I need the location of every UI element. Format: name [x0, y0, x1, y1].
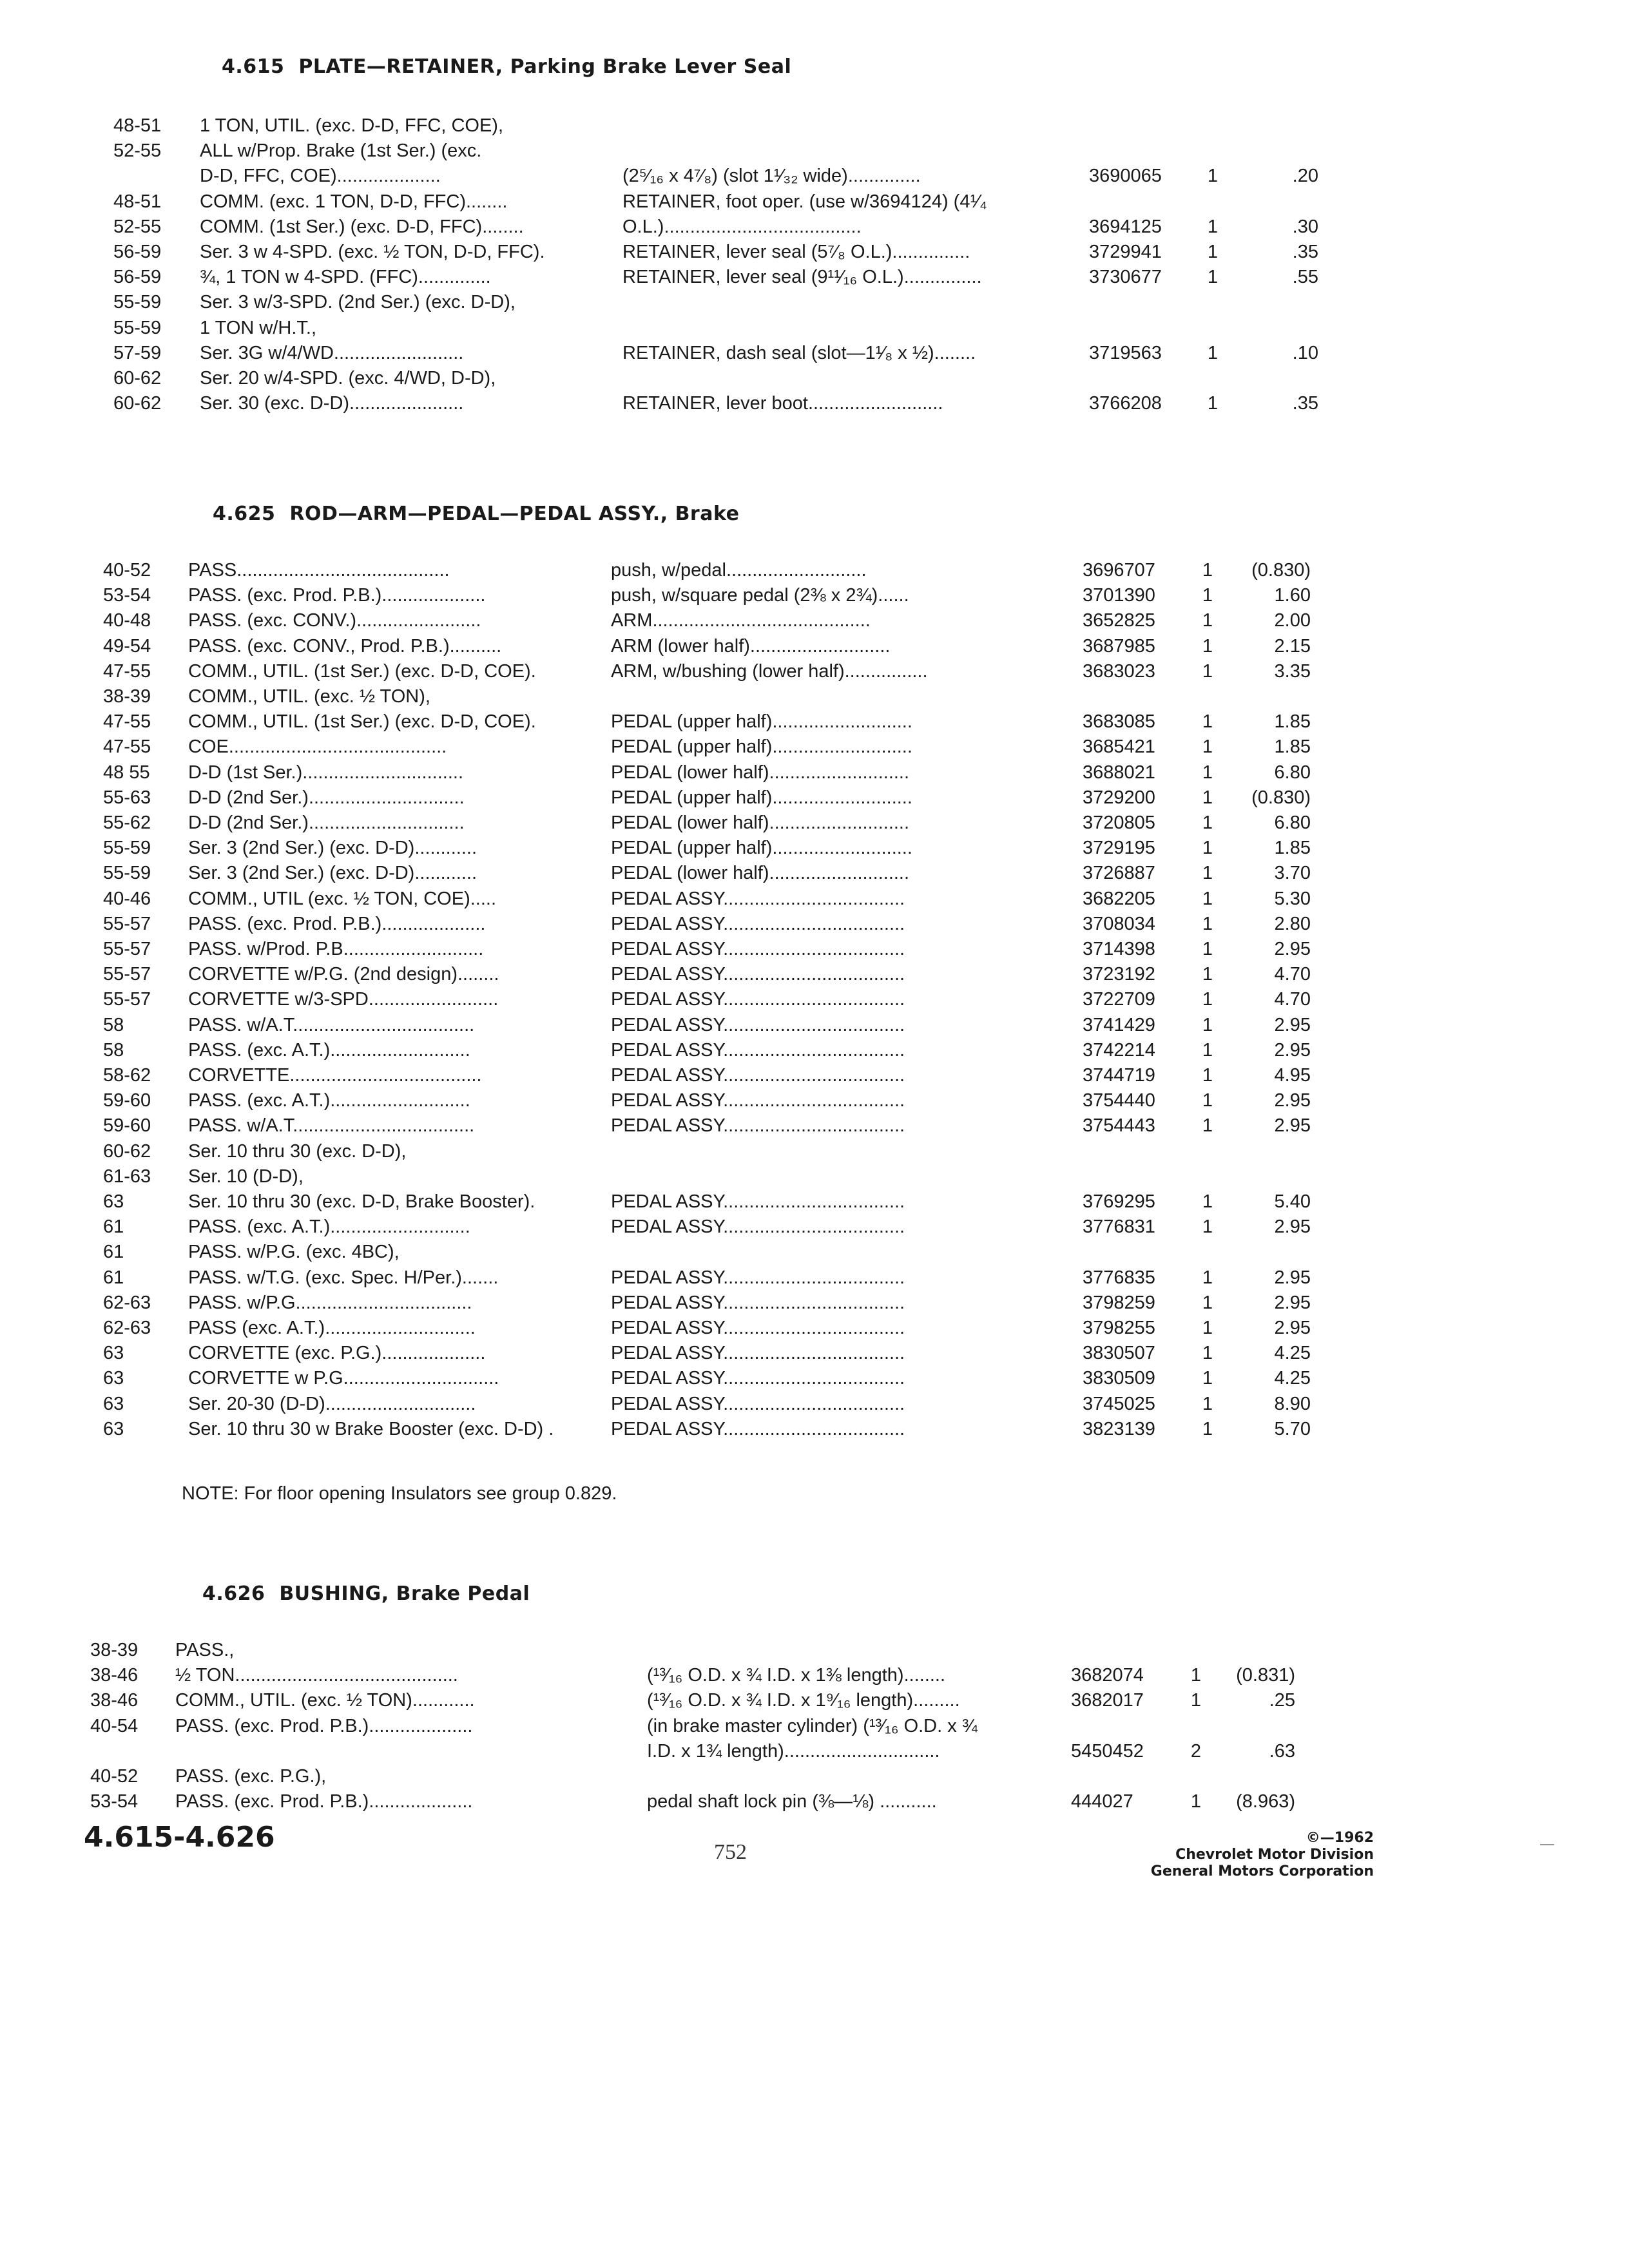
part-description: PEDAL ASSY...................................	[611, 1318, 905, 1338]
price: 6.80	[1274, 762, 1311, 783]
model-application: CORVETTE (exc. P.G.)....................	[188, 1343, 486, 1364]
model-application: COMM., UTIL. (1st Ser.) (exc. D-D, COE).	[188, 711, 536, 733]
section-number: 4.615	[222, 55, 285, 78]
price: 3.70	[1274, 863, 1311, 884]
part-description: (¹³⁄₁₆ O.D. x ¾ I.D. x 1⅜ length)........	[647, 1665, 946, 1686]
price: (0.831)	[1236, 1665, 1295, 1686]
part-description: PEDAL ASSY...................................	[611, 1368, 905, 1389]
year-range: 55-57	[103, 989, 151, 1010]
part-number: 3729941	[1089, 242, 1162, 262]
price: 1.60	[1274, 585, 1311, 606]
model-application: PASS. (exc. CONV., Prod. P.B.)..........	[188, 635, 502, 657]
part-number: 3685421	[1083, 736, 1155, 758]
price: .10	[1292, 342, 1318, 363]
year-range: 52-55	[113, 140, 162, 162]
model-application: Ser. 30 (exc. D-D)......................	[200, 393, 464, 414]
part-description: PEDAL ASSY...................................	[611, 1343, 905, 1364]
part-number: 3694125	[1089, 216, 1162, 237]
model-application: 1 TON w/H.T.,	[200, 317, 317, 338]
part-description: PEDAL ASSY...................................	[611, 1014, 905, 1035]
part-number: 3683085	[1083, 711, 1155, 733]
model-application: PASS. w/P.G. (exc. 4BC),	[188, 1242, 400, 1263]
section-subheading: Parking Brake Lever Seal	[510, 55, 792, 78]
year-range: 48-51	[113, 191, 162, 212]
part-number: 3798255	[1083, 1318, 1155, 1338]
part-description: PEDAL ASSY...................................	[611, 964, 905, 985]
quantity: 2	[1190, 1740, 1202, 1762]
year-range: 40-52	[90, 1766, 139, 1787]
part-description: I.D. x 1¾ length)..............................	[647, 1740, 940, 1762]
part-number: 3745025	[1083, 1393, 1155, 1414]
quantity: 1	[1202, 560, 1213, 581]
part-number: 3682074	[1071, 1665, 1144, 1686]
part-number: 5450452	[1071, 1740, 1144, 1762]
section-title	[202, 1582, 530, 1605]
year-range: 38-39	[103, 686, 151, 707]
quantity: 1	[1202, 1090, 1213, 1111]
part-description: PEDAL (upper half)...........................	[611, 711, 912, 733]
quantity: 1	[1207, 216, 1219, 237]
year-range: 60-62	[103, 1140, 151, 1162]
part-description: PEDAL (lower half)...........................	[611, 812, 910, 833]
price: 3.35	[1274, 660, 1311, 682]
part-description: push, w/pedal...........................	[611, 560, 867, 581]
model-application: 1 TON, UTIL. (exc. D-D, FFC, COE),	[200, 115, 504, 136]
part-number: 3776835	[1083, 1267, 1155, 1288]
year-range: 63	[103, 1343, 124, 1364]
price: (8.963)	[1236, 1791, 1295, 1812]
price: 5.70	[1274, 1418, 1311, 1439]
part-number: 3766208	[1089, 393, 1162, 414]
part-number: 3652825	[1083, 610, 1155, 631]
part-number: 3701390	[1083, 585, 1155, 606]
price: .35	[1292, 242, 1318, 262]
model-application: COMM., UTIL. (1st Ser.) (exc. D-D, COE).	[188, 660, 536, 682]
year-range: 40-46	[103, 888, 151, 909]
page-range: 4.615-4.626	[84, 1821, 275, 1854]
quantity: 1	[1202, 1014, 1213, 1035]
model-application: PASS. (exc. CONV.)........................	[188, 610, 481, 631]
quantity: 1	[1202, 1368, 1213, 1389]
part-number: 3708034	[1083, 913, 1155, 934]
quantity: 1	[1202, 888, 1213, 909]
part-number: 3744719	[1083, 1065, 1155, 1086]
model-application: PASS. w/T.G. (exc. Spec. H/Per.).......	[188, 1267, 499, 1288]
part-number: 3722709	[1083, 989, 1155, 1010]
model-application: CORVETTE w/P.G. (2nd design)........	[188, 964, 499, 985]
price: 2.80	[1274, 913, 1311, 934]
price: 2.95	[1274, 1267, 1311, 1288]
part-number: 3742214	[1083, 1039, 1155, 1061]
model-application: Ser. 3G w/4/WD.........................	[200, 342, 464, 363]
part-number: 3687985	[1083, 635, 1155, 657]
price: 2.00	[1274, 610, 1311, 631]
part-description: PEDAL ASSY...................................	[611, 913, 905, 934]
price: 4.70	[1274, 964, 1311, 985]
year-range: 55-57	[103, 964, 151, 985]
price: 5.40	[1274, 1191, 1311, 1212]
part-description: PEDAL (upper half)...........................	[611, 736, 912, 758]
year-range: 55-59	[113, 317, 162, 338]
part-number: 3769295	[1083, 1191, 1155, 1212]
part-description: RETAINER, lever seal (5⁷⁄₈ O.L.)...............	[622, 242, 970, 262]
year-range: 63	[103, 1418, 124, 1439]
price: 8.90	[1274, 1393, 1311, 1414]
part-number: 444027	[1071, 1791, 1133, 1812]
section-title	[222, 55, 791, 78]
model-application: COMM., UTIL. (exc. ½ TON),	[188, 686, 430, 707]
year-range: 38-46	[90, 1665, 139, 1686]
part-description: RETAINER, lever seal (9¹¹⁄₁₆ O.L.)...............	[622, 267, 982, 288]
page-number: 752	[714, 1840, 747, 1864]
quantity: 1	[1190, 1665, 1202, 1686]
section-number: 4.625	[213, 503, 276, 525]
year-range: 53-54	[90, 1791, 139, 1812]
model-application: PASS. (exc. A.T.)...........................	[188, 1090, 470, 1111]
price: .25	[1269, 1690, 1295, 1711]
price: .63	[1269, 1740, 1295, 1762]
part-number: 3830509	[1083, 1368, 1155, 1389]
quantity: 1	[1202, 989, 1213, 1010]
model-application: CORVETTE w P.G..............................	[188, 1368, 499, 1389]
part-number: 3719563	[1089, 342, 1162, 363]
price: 4.95	[1274, 1065, 1311, 1086]
model-application: PASS. (exc. A.T.)...........................	[188, 1216, 470, 1238]
part-description: PEDAL ASSY...................................	[611, 939, 905, 959]
model-application: COMM. (exc. 1 TON, D-D, FFC)........	[200, 191, 508, 212]
part-description: RETAINER, dash seal (slot—1¹⁄₈ x ½)........	[622, 342, 976, 363]
part-description: ARM (lower half)...........................	[611, 635, 891, 657]
model-application: COE..........................................	[188, 736, 447, 758]
price: 6.80	[1274, 812, 1311, 833]
part-description: push, w/square pedal (2⅜ x 2¾)......	[611, 585, 909, 606]
quantity: 1	[1207, 393, 1219, 414]
model-application: PASS. (exc. Prod. P.B.)....................	[175, 1791, 473, 1812]
year-range: 55-57	[103, 913, 151, 934]
part-number: 3690065	[1089, 166, 1162, 187]
year-range: 58-62	[103, 1065, 151, 1086]
model-application: D-D, FFC, COE)....................	[200, 166, 441, 187]
part-description: PEDAL ASSY...................................	[611, 1393, 905, 1414]
quantity: 1	[1202, 863, 1213, 884]
model-application: PASS. (exc. A.T.)...........................	[188, 1039, 470, 1061]
year-range: 52-55	[113, 216, 162, 237]
quantity: 1	[1202, 964, 1213, 985]
model-application: Ser. 3 (2nd Ser.) (exc. D-D)............	[188, 838, 477, 859]
quantity: 1	[1202, 1115, 1213, 1137]
part-number: 3798259	[1083, 1292, 1155, 1313]
year-range: 38-46	[90, 1690, 139, 1711]
quantity: 1	[1202, 1216, 1213, 1238]
part-description: RETAINER, lever boot..........................	[622, 393, 943, 414]
quantity: 1	[1190, 1791, 1202, 1812]
part-description: PEDAL (upper half)...........................	[611, 787, 912, 808]
model-application: COMM. (1st Ser.) (exc. D-D, FFC)........	[200, 216, 524, 237]
part-description: PEDAL ASSY...................................	[611, 1065, 905, 1086]
part-description: PEDAL (upper half)...........................	[611, 838, 912, 859]
part-number: 3729195	[1083, 838, 1155, 859]
part-description: PEDAL (lower half)...........................	[611, 863, 910, 884]
model-application: Ser. 3 w/3-SPD. (2nd Ser.) (exc. D-D),	[200, 292, 516, 313]
quantity: 1	[1202, 1292, 1213, 1313]
scan-mark	[1540, 1844, 1554, 1845]
quantity: 1	[1202, 711, 1213, 733]
year-range: 57-59	[113, 342, 162, 363]
year-range: 58	[103, 1039, 124, 1061]
year-range: 56-59	[113, 242, 162, 262]
year-range: 63	[103, 1368, 124, 1389]
model-application: Ser. 3 (2nd Ser.) (exc. D-D)............	[188, 863, 477, 884]
year-range: 63	[103, 1393, 124, 1414]
note-text: NOTE: For floor opening Insulators see group 0.829.	[182, 1483, 617, 1504]
section-title	[213, 503, 739, 525]
year-range: 48-51	[113, 115, 162, 136]
price: 1.85	[1274, 736, 1311, 758]
corporation-name: General Motors Corporation	[1150, 1863, 1374, 1879]
model-application: PASS. w/A.T...................................	[188, 1115, 475, 1137]
quantity: 1	[1202, 660, 1213, 682]
model-application: PASS.,	[175, 1640, 235, 1660]
model-application: ALL w/Prop. Brake (1st Ser.) (exc.	[200, 140, 482, 162]
model-application: Ser. 10 thru 30 w Brake Booster (exc. D-D) .	[188, 1418, 554, 1439]
part-number: 3696707	[1083, 560, 1155, 581]
price: 2.15	[1274, 635, 1311, 657]
price: 2.95	[1274, 1090, 1311, 1111]
price: (0.830)	[1251, 560, 1311, 581]
year-range: 38-39	[90, 1640, 139, 1660]
part-number: 3726887	[1083, 863, 1155, 884]
year-range: 60-62	[113, 368, 162, 389]
quantity: 1	[1190, 1690, 1202, 1711]
part-number: 3682017	[1071, 1690, 1144, 1711]
year-range: 55-59	[103, 863, 151, 884]
year-range: 56-59	[113, 267, 162, 288]
quantity: 1	[1202, 812, 1213, 833]
year-range: 47-55	[103, 736, 151, 758]
part-number: 3741429	[1083, 1014, 1155, 1035]
quantity: 1	[1202, 1191, 1213, 1212]
part-number: 3823139	[1083, 1418, 1155, 1439]
part-description: PEDAL ASSY...................................	[611, 1418, 905, 1439]
model-application: PASS. w/Prod. P.B...........................	[188, 939, 484, 959]
model-application: PASS. (exc. Prod. P.B.)....................	[188, 585, 486, 606]
section-number: 4.626	[202, 1582, 265, 1605]
model-application: PASS. w/P.G..................................	[188, 1292, 472, 1313]
part-description: (in brake master cylinder) (¹³⁄₁₆ O.D. x ¾	[647, 1715, 978, 1736]
model-application: PASS.........................................	[188, 560, 450, 581]
model-application: COMM., UTIL (exc. ½ TON, COE).....	[188, 888, 497, 909]
price: 1.85	[1274, 711, 1311, 733]
model-application: D-D (2nd Ser.)..............................	[188, 812, 465, 833]
year-range: 47-55	[103, 711, 151, 733]
year-range: 55-63	[103, 787, 151, 808]
quantity: 1	[1207, 342, 1219, 363]
part-number: 3729200	[1083, 787, 1155, 808]
part-number: 3754440	[1083, 1090, 1155, 1111]
year-range: 61	[103, 1242, 124, 1263]
year-range: 40-52	[103, 560, 151, 581]
part-description: PEDAL ASSY...................................	[611, 1039, 905, 1061]
price: .55	[1292, 267, 1318, 288]
quantity: 1	[1202, 913, 1213, 934]
price: 2.95	[1274, 939, 1311, 959]
part-description: PEDAL ASSY...................................	[611, 1191, 905, 1212]
part-number: 3683023	[1083, 660, 1155, 682]
part-description: ARM..........................................	[611, 610, 871, 631]
part-description: PEDAL (lower half)...........................	[611, 762, 910, 783]
quantity: 1	[1202, 1267, 1213, 1288]
model-application: PASS. (exc. Prod. P.B.)....................	[175, 1715, 473, 1736]
price: 4.70	[1274, 989, 1311, 1010]
model-application: ½ TON...........................................	[175, 1665, 458, 1686]
part-number: 3720805	[1083, 812, 1155, 833]
section-subheading: Brake Pedal	[396, 1582, 530, 1605]
quantity: 1	[1202, 838, 1213, 859]
quantity: 1	[1202, 1039, 1213, 1061]
year-range: 55-62	[103, 812, 151, 833]
year-range: 55-57	[103, 939, 151, 959]
model-application: ¾, 1 TON w 4-SPD. (FFC)..............	[200, 267, 491, 288]
year-range: 49-54	[103, 635, 151, 657]
part-description: PEDAL ASSY...................................	[611, 1292, 905, 1313]
year-range: 62-63	[103, 1292, 151, 1313]
quantity: 1	[1202, 939, 1213, 959]
part-description: (¹³⁄₁₆ O.D. x ¾ I.D. x 1⁹⁄₁₆ length).........	[647, 1690, 960, 1711]
model-application: Ser. 10 thru 30 (exc. D-D),	[188, 1140, 407, 1162]
part-description: O.L.)......................................	[622, 216, 862, 237]
year-range: 47-55	[103, 660, 151, 682]
price: 1.85	[1274, 838, 1311, 859]
price: .20	[1292, 166, 1318, 187]
section-heading: BUSHING,	[279, 1582, 389, 1605]
section-heading: ROD—ARM—PEDAL—PEDAL ASSY.,	[289, 503, 668, 525]
quantity: 1	[1202, 762, 1213, 783]
model-application: D-D (1st Ser.)...............................	[188, 762, 464, 783]
part-number: 3714398	[1083, 939, 1155, 959]
year-range: 60-62	[113, 393, 162, 414]
division-name: Chevrolet Motor Division	[1175, 1847, 1374, 1863]
price: 5.30	[1274, 888, 1311, 909]
part-description: ARM, w/bushing (lower half)................	[611, 660, 928, 682]
price: 2.95	[1274, 1014, 1311, 1035]
price: .35	[1292, 393, 1318, 414]
year-range: 63	[103, 1191, 124, 1212]
publisher-block	[1151, 1830, 1374, 1880]
quantity: 1	[1202, 1318, 1213, 1338]
part-description: PEDAL ASSY...................................	[611, 1216, 905, 1238]
part-description: pedal shaft lock pin (⅜—⅛) ...........	[647, 1791, 937, 1812]
quantity: 1	[1207, 166, 1219, 187]
part-number: 3682205	[1083, 888, 1155, 909]
year-range: 59-60	[103, 1090, 151, 1111]
quantity: 1	[1202, 787, 1213, 808]
part-number: 3688021	[1083, 762, 1155, 783]
part-description: PEDAL ASSY...................................	[611, 1115, 905, 1137]
model-application: Ser. 20 w/4-SPD. (exc. 4/WD, D-D),	[200, 368, 496, 389]
price: .30	[1292, 216, 1318, 237]
quantity: 1	[1202, 635, 1213, 657]
year-range: 40-48	[103, 610, 151, 631]
model-application: Ser. 20-30 (D-D).............................	[188, 1393, 476, 1414]
part-description: PEDAL ASSY...................................	[611, 989, 905, 1010]
part-number: 3776831	[1083, 1216, 1155, 1238]
price: 2.95	[1274, 1216, 1311, 1238]
price: 2.95	[1274, 1115, 1311, 1137]
year-range: 61	[103, 1267, 124, 1288]
year-range: 48 55	[103, 762, 150, 783]
quantity: 1	[1202, 1393, 1213, 1414]
model-application: Ser. 10 thru 30 (exc. D-D, Brake Booster).	[188, 1191, 535, 1212]
model-application: Ser. 3 w 4-SPD. (exc. ½ TON, D-D, FFC).	[200, 242, 545, 262]
part-description: RETAINER, foot oper. (use w/3694124) (4¹⁄₄	[622, 191, 987, 212]
quantity: 1	[1202, 736, 1213, 758]
part-number: 3754443	[1083, 1115, 1155, 1137]
year-range: 61	[103, 1216, 124, 1238]
year-range: 58	[103, 1014, 124, 1035]
year-range: 55-59	[113, 292, 162, 313]
quantity: 1	[1202, 585, 1213, 606]
model-application: PASS. (exc. P.G.),	[175, 1766, 327, 1787]
price: (0.830)	[1251, 787, 1311, 808]
part-description: PEDAL ASSY...................................	[611, 1090, 905, 1111]
model-application: CORVETTE.....................................	[188, 1065, 482, 1086]
quantity: 1	[1202, 610, 1213, 631]
part-number: 3723192	[1083, 964, 1155, 985]
quantity: 1	[1207, 267, 1219, 288]
quantity: 1	[1202, 1065, 1213, 1086]
price: 4.25	[1274, 1343, 1311, 1364]
year-range: 62-63	[103, 1318, 151, 1338]
model-application: COMM., UTIL. (exc. ½ TON)............	[175, 1690, 475, 1711]
part-description: (2⁵⁄₁₆ x 4⁷⁄₈) (slot 1¹⁄₃₂ wide)..............	[622, 166, 921, 187]
price: 2.95	[1274, 1039, 1311, 1061]
price: 2.95	[1274, 1318, 1311, 1338]
section-subheading: Brake	[675, 503, 740, 525]
model-application: CORVETTE w/3-SPD.........................	[188, 989, 499, 1010]
part-number: 3730677	[1089, 267, 1162, 288]
year-range: 59-60	[103, 1115, 151, 1137]
part-description: PEDAL ASSY...................................	[611, 1267, 905, 1288]
model-application: Ser. 10 (D-D),	[188, 1166, 304, 1187]
quantity: 1	[1202, 1418, 1213, 1439]
model-application: PASS. (exc. Prod. P.B.)....................	[188, 913, 486, 934]
year-range: 40-54	[90, 1715, 139, 1736]
section-heading: PLATE—RETAINER,	[298, 55, 503, 78]
year-range: 61-63	[103, 1166, 151, 1187]
model-application: D-D (2nd Ser.)..............................	[188, 787, 465, 808]
part-description: PEDAL ASSY...................................	[611, 888, 905, 909]
model-application: PASS (exc. A.T.).............................	[188, 1318, 476, 1338]
part-number: 3830507	[1083, 1343, 1155, 1364]
model-application: PASS. w/A.T...................................	[188, 1014, 475, 1035]
year-range: 53-54	[103, 585, 151, 606]
quantity: 1	[1207, 242, 1219, 262]
copyright: ©—1962	[1306, 1830, 1374, 1846]
year-range: 55-59	[103, 838, 151, 859]
quantity: 1	[1202, 1343, 1213, 1364]
price: 2.95	[1274, 1292, 1311, 1313]
price: 4.25	[1274, 1368, 1311, 1389]
